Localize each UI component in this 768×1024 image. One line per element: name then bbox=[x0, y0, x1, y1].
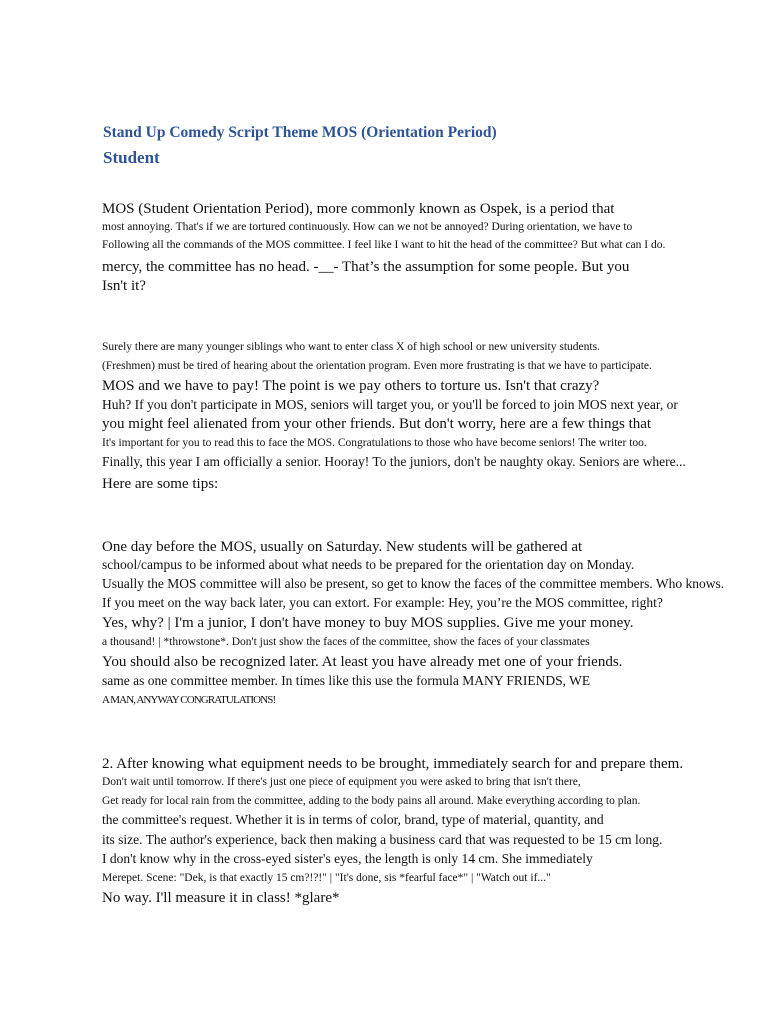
paragraph-3-line-8: same as one committee member. In times like this use the formula MANY FRIENDS, WE bbox=[102, 673, 591, 688]
paragraph-1-line-3: Following all the commands of the MOS committee. I feel like I want to hit the head of the committee? But what can I do. bbox=[102, 239, 666, 251]
paragraph-2-line-8: Here are some tips: bbox=[102, 476, 219, 492]
paragraph-2-line-1: Surely there are many younger siblings who want to enter class X of high school or new university students. bbox=[102, 341, 600, 353]
paragraph-2-line-6: It's important for you to read this to face the MOS. Congratulations to those who have become seniors! The writer too. bbox=[102, 437, 647, 449]
paragraph-4-line-8: No way. I'll measure it in class! *glare* bbox=[102, 890, 340, 906]
paragraph-3-line-7: You should also be recognized later. At least you have already met one of your friends. bbox=[102, 654, 623, 670]
paragraph-3-line-9: A MAN, ANYWAY CONGRATULATIONS! bbox=[102, 694, 276, 706]
paragraph-1-line-5: Isn't it? bbox=[102, 278, 146, 294]
paragraph-3-line-3: Usually the MOS committee will also be present, so get to know the faces of the committee members. Who knows. bbox=[102, 576, 725, 591]
document-subtitle: Student bbox=[103, 148, 160, 167]
paragraph-4-line-6: I don't know why in the cross-eyed sister's eyes, the length is only 14 cm. She immediately bbox=[102, 851, 593, 866]
paragraph-3-line-6: a thousand! | *throwstone*. Don't just show the faces of the committee, show the faces of your classmates bbox=[102, 636, 590, 648]
paragraph-3-line-1: One day before the MOS, usually on Saturday. New students will be gathered at bbox=[102, 539, 583, 555]
paragraph-4-line-1: 2. After knowing what equipment needs to be brought, immediately search for and prepare them. bbox=[102, 756, 684, 772]
paragraph-1-line-1: MOS (Student Orientation Period), more commonly known as Ospek, is a period that bbox=[102, 201, 615, 217]
paragraph-4-line-7: Merepet. Scene: "Dek, is that exactly 15 cm?!?!" | "It's done, sis *fearful face*" | "Watch out if..." bbox=[102, 872, 551, 884]
paragraph-2-line-7: Finally, this year I am officially a senior. Hooray! To the juniors, don't be naughty okay. Seniors are where... bbox=[102, 454, 686, 469]
document-title: Stand Up Comedy Script Theme MOS (Orientation Period) bbox=[103, 124, 497, 141]
paragraph-2-line-2: (Freshmen) must be tired of hearing about the orientation program. Even more frustrating is that we have to participate. bbox=[102, 360, 652, 372]
paragraph-4-line-4: the committee's request. Whether it is in terms of color, brand, type of material, quantity, and bbox=[102, 812, 604, 827]
paragraph-3-line-5: Yes, why? | I'm a junior, I don't have money to buy MOS supplies. Give me your money. bbox=[102, 615, 634, 631]
paragraph-2-line-5: you might feel alienated from your other friends. But don't worry, here are a few things that bbox=[102, 416, 652, 432]
paragraph-2-line-3: MOS and we have to pay! The point is we pay others to torture us. Isn't that crazy? bbox=[102, 378, 600, 394]
paragraph-3-line-2: school/campus to be informed about what needs to be prepared for the orientation day on Monday. bbox=[102, 557, 635, 572]
paragraph-2-line-4: Huh? If you don't participate in MOS, seniors will target you, or you'll be forced to join MOS next year, or bbox=[102, 397, 678, 412]
paragraph-4-line-5: its size. The author's experience, back then making a business card that was requested to be 15 cm long. bbox=[102, 832, 663, 847]
paragraph-1-line-4: mercy, the committee has no head. -__- That’s the assumption for some people. But you bbox=[102, 259, 630, 275]
paragraph-1-line-2: most annoying. That's if we are tortured continuously. How can we not be annoyed? During orientation, we have to bbox=[102, 221, 633, 233]
paragraph-4-line-3: Get ready for local rain from the committee, adding to the body pains all around. Make everything according to plan. bbox=[102, 795, 641, 807]
paragraph-4-line-2: Don't wait until tomorrow. If there's just one piece of equipment you were asked to bring that isn't there, bbox=[102, 776, 581, 788]
paragraph-3-line-4: If you meet on the way back later, you can extort. For example: Hey, you’re the MOS committee, right? bbox=[102, 595, 663, 610]
